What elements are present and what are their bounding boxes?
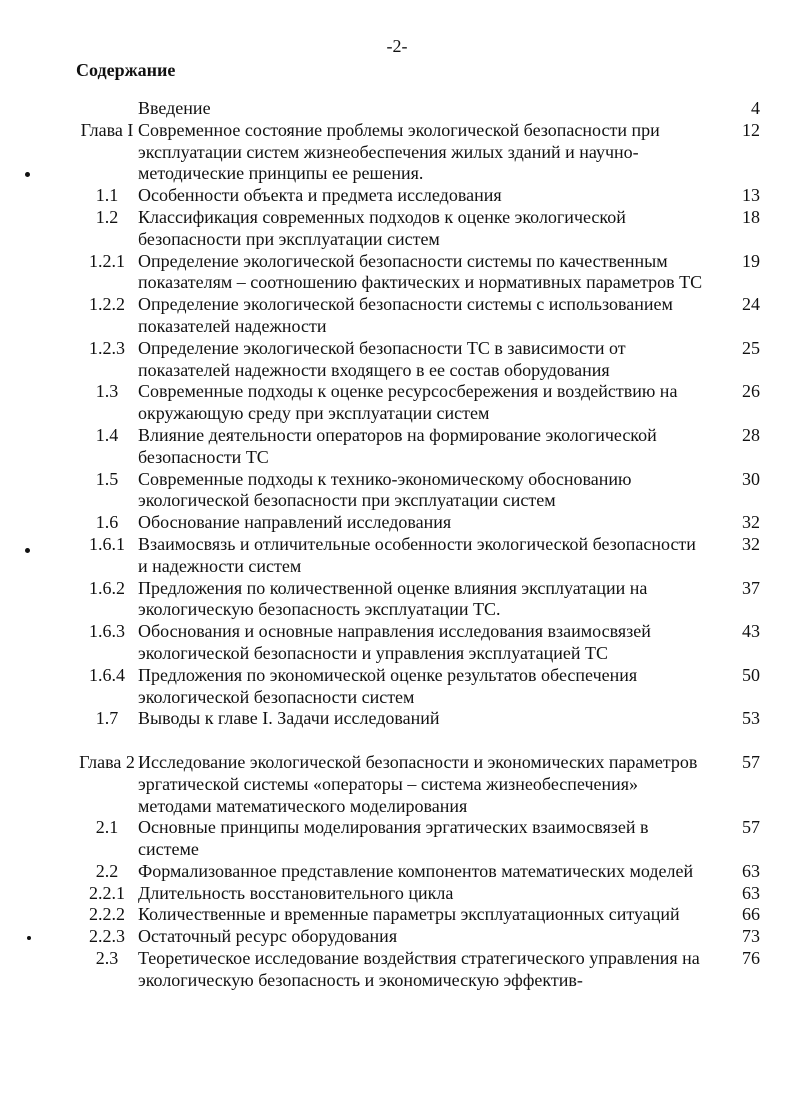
toc-title: Современные подходы к оценке ресурсосбережения и воздействию на окружающую среду при эксплуатации систем	[138, 381, 678, 424]
margin-mark	[25, 548, 30, 553]
toc-page: 25	[742, 337, 760, 358]
toc-page: 32	[742, 512, 760, 533]
toc-entry	[76, 98, 760, 120]
toc-number: 1.4	[95, 424, 119, 445]
toc-number: 1.6.3	[89, 621, 125, 642]
toc-title: Длительность восстановительного цикла	[138, 882, 454, 903]
chapter-gap	[76, 730, 760, 752]
toc-entry	[76, 469, 760, 513]
toc-title: Определение экологической безопасности ТС в зависимости от показателей надежности входящего в ее состав оборудования	[138, 337, 626, 380]
toc-page: 63	[742, 860, 760, 881]
toc-page: 76	[742, 948, 760, 969]
toc-page: 66	[742, 904, 760, 925]
toc-number: 2.1	[95, 817, 119, 838]
toc-title: Определение экологической безопасности системы по качественным показателям – соотношению фактических и нормативных параметров ТС	[138, 250, 703, 293]
toc-page: 43	[742, 621, 760, 642]
toc-number: 2.3	[95, 948, 119, 969]
toc-page: 57	[742, 751, 760, 772]
toc-page: 24	[742, 294, 760, 315]
toc-title: Предложения по количественной оценке влияния эксплуатации на экологическую безопасность эксплуатации ТС.	[138, 577, 648, 620]
toc-entry	[76, 338, 760, 382]
toc-title: Предложения по экономической оценке результатов обеспечения экологической безопасности систем	[138, 664, 638, 707]
toc-page: 30	[742, 468, 760, 489]
toc-page: 28	[742, 424, 760, 445]
toc-number: 2.2	[95, 860, 119, 881]
toc-entry	[76, 512, 760, 534]
toc-page: 57	[742, 817, 760, 838]
toc-entry	[76, 948, 760, 992]
toc-number: 1.6	[95, 512, 119, 533]
toc-page: 73	[742, 926, 760, 947]
toc-entry	[76, 861, 760, 883]
toc-entry	[76, 883, 760, 905]
toc-entry	[76, 120, 760, 185]
toc-number: 1.7	[95, 708, 119, 729]
toc-title: Исследование экологической безопасности и экономических параметров эргатической системы «операторы – система жизнеобеспечения» методами математического моделирования	[138, 751, 698, 816]
toc-page: 26	[742, 381, 760, 402]
toc-title: Обоснование направлений исследования	[138, 512, 452, 533]
toc-entry	[76, 621, 760, 665]
toc-entry	[76, 251, 760, 295]
toc-entry	[76, 381, 760, 425]
toc-number: Глава 2	[79, 751, 135, 772]
toc-number: 1.6.1	[89, 533, 125, 554]
toc-number: 1.2.1	[89, 250, 125, 271]
page-number: -2-	[386, 36, 408, 56]
margin-mark	[25, 172, 30, 177]
toc-title: Определение экологической безопасности системы с использованием показателей надежности	[138, 294, 673, 336]
toc-title: Особенности объекта и предмета исследования	[138, 185, 502, 206]
toc-title: Взаимосвязь и отличительные особенности экологической безопасности и надежности систем	[138, 533, 696, 576]
toc-entry	[76, 185, 760, 207]
toc-title: Влияние деятельности операторов на формирование экологической безопасности ТС	[138, 424, 657, 467]
toc-entry	[76, 904, 760, 926]
table-of-contents	[76, 98, 760, 992]
toc-title: Обоснования и основные направления исследования взаимосвязей экологической безопасности и управления эксплуатацией ТС	[138, 621, 651, 663]
toc-entry	[76, 578, 760, 622]
toc-title: Классификация современных подходов к оценке экологической безопасности при эксплуатации систем	[138, 206, 626, 249]
toc-page: 4	[751, 98, 760, 118]
toc-number: 1.3	[95, 381, 119, 402]
toc-number: 1.1	[95, 185, 119, 206]
toc-title: Выводы к главе I. Задачи исследований	[138, 708, 440, 729]
toc-page: 50	[742, 664, 760, 685]
toc-page: 63	[742, 882, 760, 903]
toc-page: 12	[742, 119, 760, 140]
toc-number: 1.2.2	[89, 294, 125, 315]
toc-title: Количественные и временные параметры эксплуатационных ситуаций	[138, 904, 680, 925]
toc-entry	[76, 425, 760, 469]
toc-number: 1.6.2	[89, 577, 125, 598]
toc-page: 19	[742, 250, 760, 271]
toc-title: Остаточный ресурс оборудования	[138, 926, 398, 947]
toc-title: Основные принципы моделирования эргатических взаимосвязей в системе	[138, 817, 649, 860]
toc-title: Современные подходы к технико-экономическому обоснованию экологической безопасности при эксплуатации систем	[138, 468, 632, 511]
margin-mark	[27, 936, 31, 940]
toc-number: 1.6.4	[89, 664, 125, 685]
toc-entry	[76, 207, 760, 251]
toc-number: Глава I	[80, 119, 134, 140]
toc-entry	[76, 708, 760, 730]
toc-page: 18	[742, 206, 760, 227]
toc-number: 1.2.3	[89, 337, 125, 358]
toc-page: 13	[742, 185, 760, 206]
toc-page: 53	[742, 708, 760, 729]
toc-number: 2.2.1	[89, 882, 125, 903]
toc-number: 2.2.3	[89, 926, 125, 947]
toc-number: 2.2.2	[89, 904, 125, 925]
toc-title: Современное состояние проблемы экологической безопасности при эксплуатации систем жизнеобеспечения жилых зданий и научно-методические принципы ее решения.	[138, 119, 660, 184]
toc-title: Формализованное представление компонентов математических моделей	[138, 860, 694, 881]
toc-number: 1.5	[95, 468, 119, 489]
toc-title: Теоретическое исследование воздействия стратегического управления на экологическую безопасность и экономическую эффектив-	[138, 948, 700, 990]
toc-entry	[76, 926, 760, 948]
toc-entry	[76, 294, 760, 338]
toc-title: Введение	[138, 98, 211, 118]
toc-page: 32	[742, 533, 760, 554]
toc-entry	[76, 534, 760, 578]
toc-entry	[76, 665, 760, 709]
toc-entry	[76, 752, 760, 817]
toc-page: 37	[742, 577, 760, 598]
contents-heading: Содержание	[76, 60, 176, 80]
toc-number: 1.2	[95, 206, 119, 227]
toc-entry	[76, 817, 760, 861]
